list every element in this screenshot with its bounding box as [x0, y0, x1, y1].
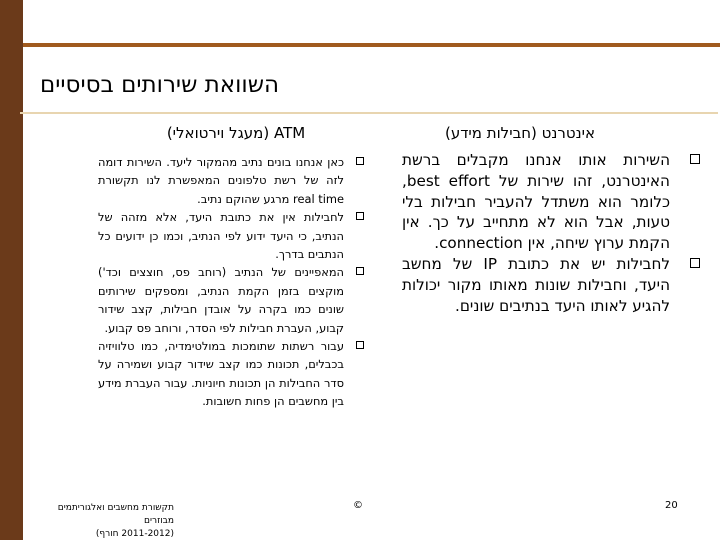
left-column-heading: ATM (מעגל וירטואלי): [166, 124, 306, 142]
left-bullet-2: [98, 208, 344, 263]
footer-course-title: תקשורת מחשבים ואלגוריתמים מבוזרים: [57, 503, 174, 526]
square-bullet-icon: [356, 157, 364, 165]
slide-title: השוואת שירותים בסיסיים: [40, 72, 280, 98]
right-bullet-text: השירות אותו אנחנו מקבלים ברשת האינטרנט, זהו שירות של best effort, כלומר הוא משתדל להעביר חבילות בלי טעות, אבל הוא לא מתחייב על כך. אין הקמת ערוץ שיחה, אין connection.: [402, 151, 670, 253]
left-bullet-text: עבור רשתות שתומכות במולטימדיה, כמו טלוויזיה בכבלים, תכונות כמו קצב שידור קבוע ושמירה על סדר החבילות הן תכונות חיוניות. עבור העברת מידע בין מחשבים הן פחות חשובות.: [98, 339, 344, 409]
footer-copyright: ©: [353, 500, 363, 511]
left-bullet-text: לחבילות אין את כתובת היעד, אלא מזהה של הנתיב, כי היעד ידוע לפי הנתיב, וכמו כן ידועים כל הנתבים בדרך.: [98, 210, 344, 262]
left-bullet-text: המאפיינים של הנתיב (רוחב פס, חוצצים וכד') מוקצים בזמן הקמת הנתיב, ומספקים שירותים שונים כמו בקרה על אובדן חבילות, קצב שידור קבוע, העברת חבילות לפי הסדר, ורוחב פס קבוע.: [98, 265, 344, 335]
footer-course: [44, 502, 174, 541]
right-bullet-1: [402, 150, 670, 254]
right-bullet-text: לחבילות יש את כתובת IP של מחשב היעד, וחבילות שונות מאותו מקור יכולות להגיע לאותו היעד בנתיבים שונים.: [402, 254, 671, 315]
right-bullet-2: [402, 254, 670, 316]
footer-course-term: (2011-2012 חורף): [95, 529, 174, 539]
square-bullet-icon: [356, 267, 364, 275]
left-bullet-1: [98, 153, 344, 208]
square-bullet-icon: [690, 258, 700, 268]
square-bullet-icon: [356, 341, 364, 349]
title-divider: [20, 112, 718, 114]
header-accent-line: [23, 43, 720, 47]
left-column-bullets: [98, 153, 344, 411]
left-bullet-4: [98, 337, 344, 411]
square-bullet-icon: [690, 154, 700, 164]
page-number: 20: [665, 500, 678, 511]
slide-side-bar: [0, 0, 23, 540]
right-column-heading: אינטרנט (חבילות מידע): [445, 124, 595, 142]
left-bullet-3: [98, 263, 344, 337]
right-column-bullets: [402, 150, 670, 316]
left-bullet-text: כאן אנחנו בונים נתיב מהמקור ליעד. השירות דומה לזה של רשת טלפונים המאפשרת לנו תקשורת real time מרגע שהוקם נתיב.: [98, 155, 344, 206]
square-bullet-icon: [356, 212, 364, 220]
